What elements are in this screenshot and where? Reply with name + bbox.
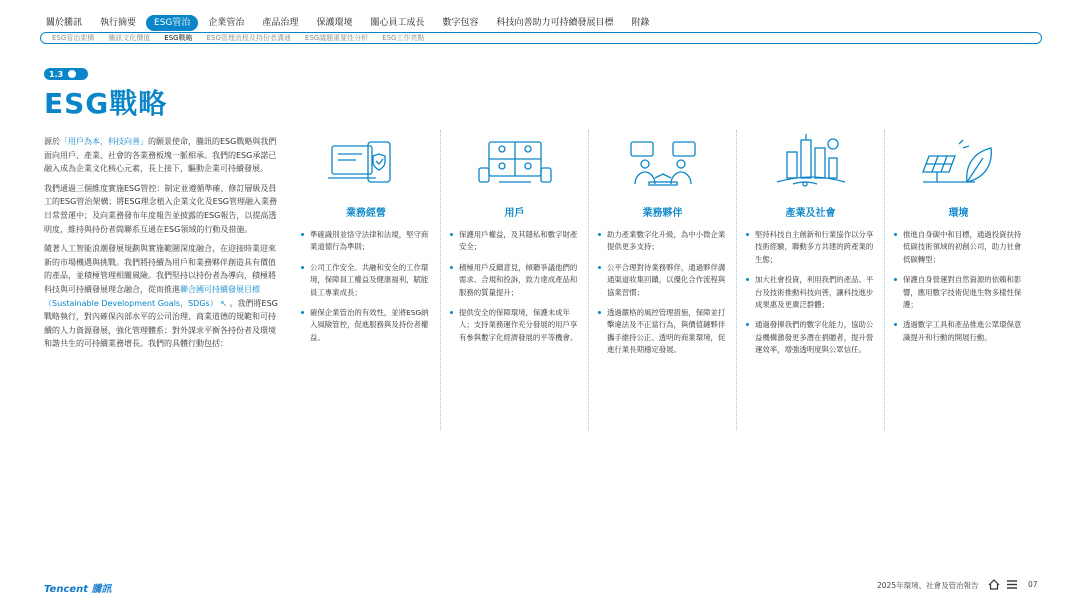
list-item: 助力產業數字化升級，為中小微企業提供更多支持； xyxy=(597,229,728,254)
column-list xyxy=(745,229,876,357)
column-list xyxy=(893,229,1024,344)
intro-paragraph-3 xyxy=(44,242,280,351)
nav-item-digital-inclusion[interactable]: 數字包容 xyxy=(442,18,479,28)
list-item: 推進自身碳中和目標，通過投資扶持低碳技術領域的初創公司，助力社會低碳轉型； xyxy=(893,229,1024,266)
intro-text xyxy=(44,135,280,357)
nav-item-appendix[interactable]: 附錄 xyxy=(631,18,650,28)
report-title: 2025年環境、社會及管治報告 xyxy=(877,581,979,590)
nav-item-sdgs[interactable]: 科技向善助力可持續發展目標 xyxy=(496,18,614,28)
column-title: 環境 xyxy=(948,208,969,219)
column-users xyxy=(440,130,588,430)
nav-item-product-governance[interactable]: 產品治理 xyxy=(262,18,299,28)
sub-nav-item-materiality[interactable]: ESG議題重要性分析 xyxy=(304,34,369,42)
menu-icon[interactable] xyxy=(1006,579,1018,590)
column-list xyxy=(597,229,728,357)
strategy-columns xyxy=(292,130,1032,430)
list-item: 保護用戶權益，及其隱私和數字財產安全； xyxy=(449,229,580,254)
intro-p3-rest: 。我們將ESG戰略執行，對內確保內部水平的公司治理、商業道德的規範和可持續的人力資源發展，強化管理體系；對外謀求平衡各持份者及環境和諧共生的可持續業務增長。我們的具體行動包括： xyxy=(44,298,278,349)
section-number-badge xyxy=(44,68,88,80)
list-item: 準確識別並恪守法律和法規，堅守商業道德行為準則； xyxy=(300,229,432,254)
nav-item-employees[interactable]: 關心員工成長 xyxy=(370,18,425,28)
page-title: ESG戰略 xyxy=(44,87,168,120)
cursor-icon: ↖ xyxy=(217,298,230,308)
column-business-partners xyxy=(588,130,736,430)
list-item: 堅持科技自主創新和行業協作以分享技術經驗，聯動多方共建的跨產業的生態； xyxy=(745,229,876,266)
solar-leaf-icon xyxy=(919,134,999,188)
video-call-icon xyxy=(475,138,555,188)
intro-paragraph-1 xyxy=(44,135,280,176)
column-title: 產業及社會 xyxy=(785,208,836,219)
list-item: 公司工作安全、共融和安全的工作環境，保障員工權益及健康福利，賦能員工專業成長； xyxy=(300,262,432,299)
home-icon[interactable] xyxy=(988,579,1000,590)
column-title: 業務經營 xyxy=(346,208,386,219)
sdgs-link[interactable]: 聯合國可持續發展目標（Sustainable Development Goals，SDGs） xyxy=(44,284,260,308)
intro-p3-prefix: 隨著人工智能浪潮發展規劃與實施範圍深度融合，在迎接時業迎來新的市場機遇與挑戰。我們將持續為用戶和業務夥伴創造具有價值的產品，並積極管理相關風險。我們堅持以持份者為導向，積極將科技與可持續發展理念融合，從而推進 xyxy=(44,244,276,294)
nav-item-corporate-governance[interactable]: 企業管治 xyxy=(208,18,245,28)
nav-item-esg-governance[interactable]: ESG管治 xyxy=(146,15,198,31)
column-title: 用戶 xyxy=(504,208,525,219)
list-item: 積極用戶反饋意見，傾聽爭議他們的需求、合規和投訴，致力達成產品和服務的質量提升； xyxy=(449,262,580,299)
toggle-dot-icon xyxy=(67,69,77,79)
column-title: 業務夥伴 xyxy=(642,208,683,219)
sub-nav-item-highlights[interactable]: ESG工作亮點 xyxy=(382,34,425,42)
nav-item-environment[interactable]: 保護環境 xyxy=(316,18,353,28)
list-item: 確保企業管治的有效性，並將ESG納入風險管控，促進服務與及持份者權益。 xyxy=(300,307,432,344)
section-number: 1.3 xyxy=(49,69,64,79)
column-industry-society xyxy=(736,130,884,430)
intro-paragraph-2: 我們通過三個維度實施ESG管控：制定並遵循準確、修訂層級及員工的ESG管治架構；將ESG理念植入企業文化及ESG管理融入業務日常營運中；及向業務發布年度報告並披露的ESG報告，以提高透明度，維持與持份者間聯系互通在ESG領域的行動及措施。 xyxy=(44,183,277,234)
handshake-icon xyxy=(623,138,703,188)
intro-p1-rest: 的願景使命，騰訊的ESG戰略與我們面向用戶、產業、社會的各業務板塊一脈相承。我們的ESG承諾已融入成為企業文化核心元素，長上接下，驅動企業可持續發展。 xyxy=(44,137,277,174)
sub-nav-item-culture[interactable]: 騰訊文化價值 xyxy=(108,34,151,42)
sub-nav xyxy=(40,32,1042,44)
page-number: 07 xyxy=(1028,580,1038,589)
list-item: 公平合理對待業務夥伴，通過夥伴溝通渠道收集回饋，以優化合作流程與協業習慣； xyxy=(597,262,728,299)
column-list xyxy=(449,229,580,344)
column-environment xyxy=(884,130,1032,430)
list-item: 提供安全的保障環境，保護未成年人；支持業務運作充分發展的用戶享有參與數字化經濟發展的平等機會。 xyxy=(449,307,580,344)
list-item: 透過數字工具和產品推進公眾環保意識提升和行動的開展行動。 xyxy=(893,319,1024,344)
list-item: 通過發揮我們的數字化能力，協助公益機構激發更多潛在捐贈者，提升營運效率，增強透明度與公眾信任。 xyxy=(745,319,876,356)
column-list xyxy=(300,229,432,344)
devices-shield-icon xyxy=(326,138,406,188)
city-industry-icon xyxy=(771,132,851,188)
nav-item-about[interactable]: 關於騰訊 xyxy=(46,18,83,28)
tencent-logo: Tencent 騰訊 xyxy=(44,584,112,595)
nav-item-summary[interactable]: 執行摘要 xyxy=(100,18,137,28)
list-item: 加大社會投資，利用我們的產品、平台及技術推動科技向善，讓科技進步成果惠及更廣泛群體； xyxy=(745,274,876,311)
footer-nav xyxy=(988,579,1018,590)
intro-p1-prefix: 源於 xyxy=(44,137,60,146)
top-nav xyxy=(40,14,1040,32)
intro-p1-highlight: 「用戶為本，科技向善」 xyxy=(60,137,148,146)
column-business-operations xyxy=(292,130,440,430)
sub-nav-item-structure[interactable]: ESG管治架構 xyxy=(52,34,95,42)
list-item: 透過嚴格的風控管理措施，保障並打擊違法及不正當行為，與價值鏈夥伴攜手維持公正、透明的商業環境，促進行業長期穩定發展。 xyxy=(597,307,728,357)
list-item: 保護自身營運對自然資源的依賴和影響，應用數字技術促進生物多樣性保護； xyxy=(893,274,1024,311)
sub-nav-item-process[interactable]: ESG管理流程及持份者溝通 xyxy=(206,34,291,42)
sub-nav-item-strategy[interactable]: ESG戰略 xyxy=(164,34,193,42)
